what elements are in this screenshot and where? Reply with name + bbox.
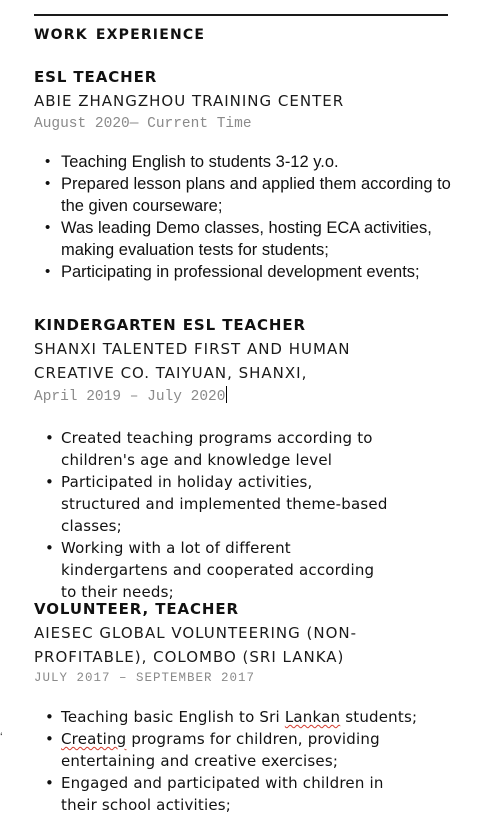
list-item: • Created teaching programs according to children's age and knowledge level bbox=[45, 429, 373, 469]
list-item: • Working with a lot of different kindergartens and cooperated according to their needs; bbox=[45, 539, 375, 601]
bullet-icon: • bbox=[45, 730, 55, 748]
duties-list bbox=[34, 427, 394, 603]
bullet-icon: • bbox=[45, 473, 55, 491]
list-item: • Was leading Demo classes, hosting ECA activities, making evaluation tests for students; bbox=[45, 219, 432, 259]
job-title: KINDERGARTEN ESL TEACHER bbox=[34, 316, 306, 334]
job-entry bbox=[34, 598, 454, 816]
bullet-icon: • bbox=[45, 219, 51, 236]
top-rule bbox=[34, 14, 448, 16]
list-item: • Participated in holiday activities, structured and implemented theme-based classes; bbox=[45, 473, 388, 535]
bullet-icon: • bbox=[45, 263, 51, 280]
bullet-icon: • bbox=[45, 429, 55, 447]
section-heading: WORK EXPERIENCE bbox=[34, 27, 206, 43]
duties-list bbox=[34, 151, 454, 283]
spellcheck-flagged-word[interactable]: Lankan bbox=[284, 708, 341, 726]
spellcheck-flagged-word[interactable]: Creating bbox=[61, 730, 127, 748]
job-title: VOLUNTEER, TEACHER bbox=[34, 600, 239, 618]
list-item: • Prepared lesson plans and applied them according to the given courseware; bbox=[45, 175, 451, 215]
employment-dates: August 2020— Current Time bbox=[34, 116, 252, 132]
list-item: • Teaching basic English to Sri Lankan students; bbox=[45, 708, 418, 726]
list-item: • Creating programs for children, providing entertaining and creative exercises; bbox=[45, 730, 380, 770]
company-name: SHANXI TALENTED FIRST AND HUMAN CREATIVE CO. TAIYUAN, SHANXI, bbox=[34, 340, 351, 382]
job-entry bbox=[34, 314, 454, 603]
bullet-icon: • bbox=[45, 175, 51, 192]
employment-dates: JULY 2017 – SEPTEMBER 2017 bbox=[34, 671, 256, 685]
job-title: ESL TEACHER bbox=[34, 68, 158, 86]
list-item: • Participating in professional development events; bbox=[45, 263, 420, 281]
bullet-icon: • bbox=[45, 708, 55, 726]
list-item: • Teaching English to students 3-12 y.o. bbox=[45, 153, 339, 171]
margin-mark: ‘ bbox=[0, 730, 3, 744]
company-name: AIESEC GLOBAL VOLUNTEERING (NON- PROFITABLE), COLOMBO (SRI LANKA) bbox=[34, 624, 358, 666]
bullet-icon: • bbox=[45, 774, 55, 792]
bullet-icon: • bbox=[45, 539, 55, 557]
list-item: • Engaged and participated with children in their school activities; bbox=[45, 774, 384, 814]
text-cursor bbox=[226, 386, 227, 403]
employment-dates[interactable]: April 2019 – July 2020 bbox=[34, 386, 454, 408]
bullet-icon: • bbox=[45, 153, 51, 170]
company-name: ABIE ZHANGZHOU TRAINING CENTER bbox=[34, 92, 345, 110]
job-entry bbox=[34, 66, 454, 283]
duties-list bbox=[34, 706, 424, 816]
